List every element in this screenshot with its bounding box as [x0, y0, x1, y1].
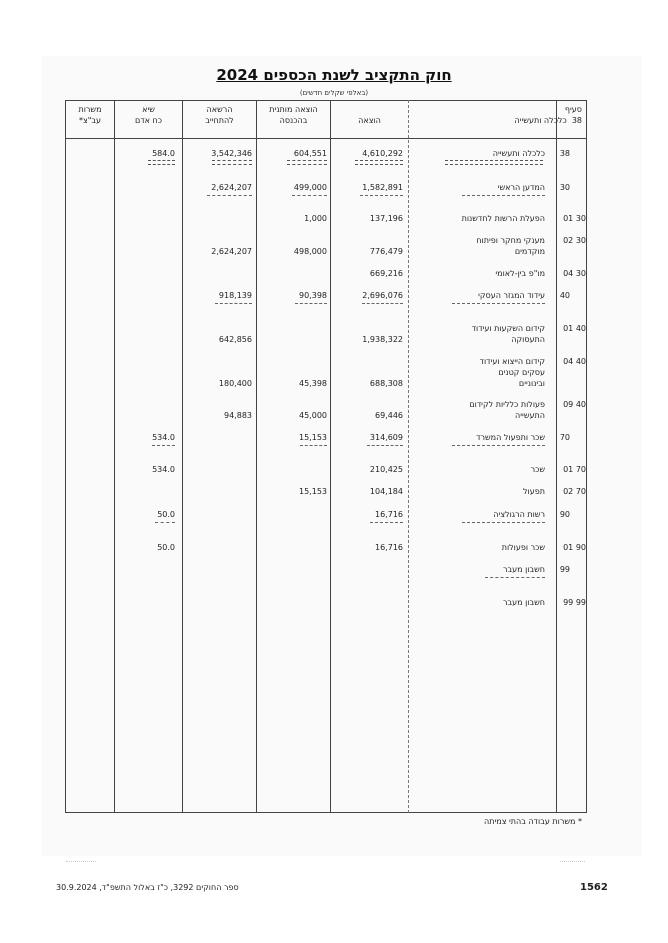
- commitment-value: 642,856: [218, 335, 252, 344]
- subtotal-underline: [452, 445, 545, 446]
- scan-artifact: [66, 861, 96, 862]
- scan-artifact: [560, 861, 585, 862]
- header-commitment: הרשאה להתחייב: [205, 105, 234, 125]
- row-name: הפעלת הרשות לחדשנות: [461, 214, 545, 223]
- subtotal-underline: [292, 195, 327, 196]
- commitment-value: 94,883: [224, 411, 252, 420]
- row-name: כלכלה ותעשייה: [492, 149, 545, 158]
- subtotal-underline: [295, 303, 327, 304]
- row-code: 02 70: [563, 487, 586, 496]
- peak-value: 534.0: [152, 433, 175, 442]
- conditional-value: 604,551: [293, 149, 327, 158]
- row-code: 90: [559, 510, 570, 519]
- row-name: מו"פ בין-לאומי: [495, 269, 545, 278]
- subtotal-underline: [485, 577, 545, 578]
- conditional-value: 15,153: [299, 487, 327, 496]
- row-code: 04 40: [563, 357, 586, 366]
- column-divider: [182, 100, 183, 813]
- conditional-value: 15,153: [299, 433, 327, 442]
- row-name: חשבון מעבר: [502, 565, 545, 574]
- column-divider: [114, 100, 115, 813]
- row-name: פעולות כלליות לקידום התעשייה: [469, 400, 545, 420]
- conditional-value: 45,398: [299, 379, 327, 388]
- subtotal-underline: [215, 303, 252, 304]
- header-rule: [65, 138, 587, 139]
- expense-value: 137,196: [369, 214, 403, 223]
- expense-value: 4,610,292: [362, 149, 403, 158]
- subtotal-underline: [207, 195, 252, 196]
- expense-value: 314,609: [369, 433, 403, 442]
- conditional-value: 1,000: [304, 214, 327, 223]
- conditional-value: 45,000: [299, 411, 327, 420]
- subtotal-underline: [367, 445, 403, 446]
- total-double-underline: [445, 160, 543, 165]
- subtotal-underline: [462, 522, 545, 523]
- expense-value: 104,184: [369, 487, 403, 496]
- subtotal-underline: [462, 195, 545, 196]
- row-code: 01 70: [563, 465, 586, 474]
- footnote: * משרות עבודה בהתי צמיתה: [484, 817, 582, 826]
- peak-value: 50.0: [157, 543, 175, 552]
- row-name: קידום השקעות ועידוד התעסוקה: [471, 324, 545, 344]
- commitment-value: 2,624,207: [211, 247, 252, 256]
- header-expense: הוצאה: [358, 116, 381, 125]
- header-conditional-expense: הוצאה מותנית בהכנסה: [269, 105, 318, 125]
- expense-value: 1,938,322: [362, 335, 403, 344]
- total-double-underline: [287, 160, 327, 165]
- row-code: 99 99: [563, 598, 586, 607]
- commitment-value: 180,400: [218, 379, 252, 388]
- expense-value: 16,716: [375, 543, 403, 552]
- row-name: שכר: [530, 465, 545, 474]
- peak-value: 534.0: [152, 465, 175, 474]
- column-divider: [330, 100, 331, 813]
- row-name: רשות הרגולציה: [493, 510, 545, 519]
- header-positions: משרות עב"צ*: [78, 105, 102, 125]
- expense-value: 669,216: [369, 269, 403, 278]
- row-name: מענקי מחקר ופיתוח מוקדמים: [476, 236, 545, 256]
- column-divider: [256, 100, 257, 813]
- column-divider: [556, 100, 557, 813]
- row-code: 30: [559, 183, 570, 192]
- peak-value: 50.0: [157, 510, 175, 519]
- subtotal-underline: [300, 445, 327, 446]
- total-double-underline: [355, 160, 403, 165]
- peak-value: 584.0: [152, 149, 175, 158]
- page-title: חוק התקציב לשנת הכספים 2024: [216, 66, 452, 84]
- expense-value: 69,446: [375, 411, 403, 420]
- row-code: 01 30: [563, 214, 586, 223]
- subtotal-underline: [370, 522, 403, 523]
- footer-publication: ספר החוקים 3292, כ"ז באלול התשפ"ד, 30.9.2024: [56, 883, 239, 892]
- conditional-value: 498,000: [293, 247, 327, 256]
- expense-value: 16,716: [375, 510, 403, 519]
- row-code: 01 40: [563, 324, 586, 333]
- subtotal-underline: [452, 303, 545, 304]
- row-code: 70: [559, 433, 570, 442]
- subtotal-underline: [155, 522, 175, 523]
- row-name: שכר ופעולות: [501, 543, 545, 552]
- expense-value: 688,308: [369, 379, 403, 388]
- total-double-underline: [148, 160, 175, 165]
- row-code: 09 40: [563, 400, 586, 409]
- page-number: 1562: [580, 882, 608, 893]
- row-name: קידום הייצוא ועידוד עסקים קטנים ובינוניים: [479, 357, 545, 388]
- row-code: 40: [559, 291, 570, 300]
- total-double-underline: [212, 160, 252, 165]
- header-section: סעיף 38 כלכלה ותעשייה: [514, 105, 582, 125]
- column-divider-dashed: [408, 100, 409, 813]
- row-code: 99: [559, 565, 570, 574]
- subtotal-underline: [360, 195, 403, 196]
- expense-value: 210,425: [369, 465, 403, 474]
- conditional-value: 90,398: [299, 291, 327, 300]
- conditional-value: 499,000: [293, 183, 327, 192]
- subtotal-underline: [362, 303, 403, 304]
- row-name: חשבון מעבר: [502, 598, 545, 607]
- row-code: 38: [559, 149, 570, 158]
- expense-value: 2,696,076: [362, 291, 403, 300]
- row-name: עידוד המגזר העסקי: [478, 291, 545, 300]
- row-name: תפעול: [523, 487, 545, 496]
- row-name: המדען הראשי: [497, 183, 545, 192]
- row-code: 02 30: [563, 236, 586, 245]
- page-subtitle: (באלפי שקלים חדשים): [299, 89, 369, 97]
- row-name: שכר ותפעול המשרד: [476, 433, 545, 442]
- expense-value: 1,582,891: [362, 183, 403, 192]
- commitment-value: 918,139: [218, 291, 252, 300]
- commitment-value: 2,624,207: [211, 183, 252, 192]
- header-peak: שיא כח אדם: [134, 105, 163, 125]
- row-code: 01 90: [563, 543, 586, 552]
- subtotal-underline: [152, 445, 175, 446]
- table-frame: [65, 100, 587, 813]
- commitment-value: 3,542,346: [211, 149, 252, 158]
- expense-value: 776,479: [369, 247, 403, 256]
- row-code: 04 30: [563, 269, 586, 278]
